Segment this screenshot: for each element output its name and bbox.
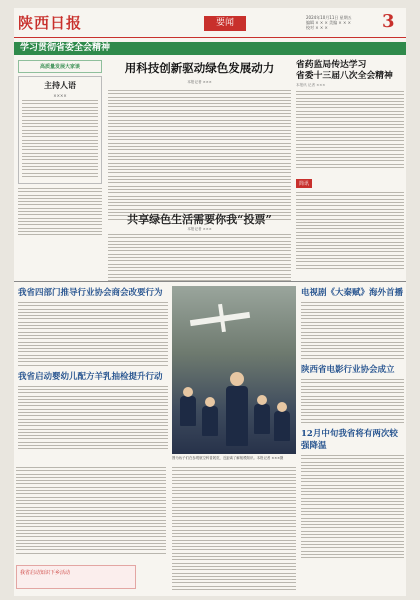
brief-tag: 简讯 [296, 179, 312, 188]
lower-left-column [18, 286, 168, 452]
date-line: 2024年10月11日 星期五 [306, 15, 352, 20]
bottom-left-text [16, 467, 166, 556]
center-article [108, 60, 291, 210]
bottom-center-text [172, 467, 296, 592]
lower-right-headline-2[interactable]: 陕西省电影行业协会成立 [301, 365, 395, 376]
middle-byline: 本报记者 ××× [187, 227, 212, 231]
host-name: ×××× [53, 93, 67, 98]
masthead [14, 8, 406, 38]
center-body-text [108, 90, 291, 220]
pink-notice-box[interactable]: 我省启动知识下乡活动 [16, 565, 136, 589]
lower-right-headline-1[interactable]: 电视剧《大秦赋》海外首播 [301, 288, 404, 298]
lower-left-text-1 [18, 302, 168, 366]
child-figure [274, 411, 290, 441]
news-photo [172, 286, 296, 454]
newspaper-page [14, 8, 406, 596]
child-head [183, 387, 193, 397]
child-head [230, 372, 244, 386]
page-number: 3 [382, 11, 395, 32]
newspaper-logo: 陕西日报 [18, 14, 83, 32]
host-text [22, 100, 98, 177]
right-meta: 本报讯 记者 ××× [296, 83, 326, 87]
lower-left-text-2 [18, 386, 168, 450]
child-figure [180, 396, 196, 426]
section-divider [14, 281, 406, 282]
middle-body-text [108, 234, 291, 283]
lower-left-headline-2[interactable]: 我省启动婴幼儿配方羊乳抽检提升行动 [18, 371, 163, 382]
child-figure [226, 386, 248, 446]
section-tag[interactable]: 要闻 [204, 16, 246, 31]
masthead-meta [306, 15, 376, 30]
child-head [205, 397, 215, 407]
child-figure [254, 404, 270, 434]
proofreader-line: 校对 × × × [306, 25, 328, 30]
right-body-text [296, 91, 404, 168]
center-byline: 本报记者 ××× [187, 80, 212, 84]
lower-right-text-1 [301, 302, 404, 359]
left-column [18, 60, 102, 245]
right-headline-line1[interactable]: 省药监局传达学习 [296, 60, 367, 70]
right-headline-line2[interactable]: 省委十三届八次全会精神 [296, 71, 393, 81]
right-column [296, 60, 404, 271]
right-brief-text [296, 192, 404, 269]
photo-caption: 图为孩子们在参观航空科普展览，近距离了解航模知识。本报记者 ×××摄 [172, 456, 284, 460]
section-banner: 学习贯彻省委全会精神 [14, 42, 406, 55]
center-headline[interactable]: 用科技创新驱动绿色发展动力 [124, 61, 275, 75]
column-subhead: 高质量发展大家谈 [18, 60, 102, 73]
editor-line: 编辑 × × × 美编 × × × [306, 20, 352, 25]
bottom-section [14, 465, 406, 596]
host-title: 主持人语 [44, 81, 76, 90]
child-head [257, 395, 267, 405]
middle-headline[interactable]: 共享绿色生活需要你我“投票” [127, 213, 272, 226]
lower-right-text-2 [301, 379, 404, 423]
host-box [18, 76, 102, 184]
left-body-text [18, 188, 102, 235]
lower-left-headline-1[interactable]: 我省四部门推导行业协会商会改要行为 [18, 288, 163, 298]
child-figure [202, 406, 218, 436]
child-head [277, 402, 287, 412]
lower-right-headline-3[interactable]: 12月中旬我省将有两次较强降温 [301, 428, 398, 451]
